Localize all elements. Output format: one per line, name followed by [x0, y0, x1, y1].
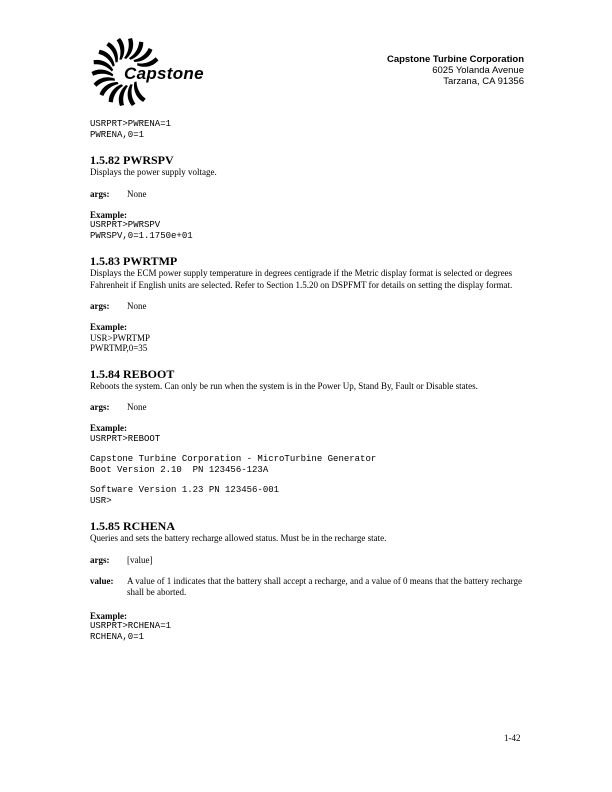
- args-row: [90, 189, 522, 200]
- example-label: Example:: [90, 322, 127, 332]
- section-heading-rchena: 1.5.85 RCHENA: [90, 519, 176, 533]
- example-line: USRPRT>RCHENA=1: [90, 621, 172, 631]
- example-line: RCHENA,0=1: [90, 631, 145, 642]
- address-line-1: 6025 Yolanda Avenue: [432, 65, 524, 76]
- args-value: None: [127, 301, 147, 311]
- logo-wordmark: Capstone: [124, 64, 204, 83]
- example-label: Example:: [90, 209, 127, 220]
- args-label: args:: [90, 301, 110, 311]
- section-heading-reboot: 1.5.84 REBOOT: [90, 366, 175, 381]
- section-description: Displays the power supply voltage.: [90, 167, 217, 177]
- args-row: [90, 301, 522, 312]
- args-row: [90, 402, 522, 413]
- output-line: Software Version 1.23 PN 123456-001: [90, 485, 280, 495]
- example-label: Example:: [90, 610, 127, 621]
- args-value: None: [127, 188, 147, 199]
- args-row: [90, 555, 522, 566]
- output-line: Capstone Turbine Corporation - MicroTurbine Generator: [90, 454, 377, 464]
- section-description: Reboots the system. Can only be run when the system is in the Power Up, Stand By, Fault or Disable states.: [90, 380, 478, 391]
- section-heading-pwrtmp: 1.5.83 PWRTMP: [90, 254, 178, 268]
- intro-code-line: USRPRT>PWRENA=1: [90, 119, 172, 129]
- section-heading-pwrspv: 1.5.82 PWRSPV: [90, 153, 174, 167]
- output-line: Boot Version 2.10 PN 123456-123A: [90, 464, 269, 475]
- output-line: USR>: [90, 495, 112, 506]
- example-line: PWRSPV,0=1.1750e+01: [90, 230, 193, 241]
- example-line: USRPRT>PWRSPV: [90, 220, 161, 230]
- args-label: args:: [90, 402, 110, 412]
- example-line: PWRTMP,0=35: [90, 343, 148, 353]
- section-description: Queries and sets the battery recharge allowed status. Must be in the recharge state.: [90, 533, 387, 543]
- company-name: Capstone Turbine Corporation: [386, 54, 524, 65]
- value-text: A value of 1 indicates that the battery shall accept a recharge, and a value of 0 means that the battery recharge shall be aborted.: [127, 575, 522, 597]
- example-label: Example:: [90, 423, 127, 433]
- document-body: [90, 119, 522, 642]
- page-number: 1-42: [504, 733, 521, 743]
- company-address-block: [387, 54, 524, 87]
- args-label: args:: [90, 188, 110, 199]
- section-description: Displays the ECM power supply temperature in degrees centigrade if the Metric display format is selected or degrees Fahrenheit if English units are selected. Refer to Section 1.5.20 on DSPFMT for details on setting the display format.: [90, 268, 513, 290]
- intro-code-line: PWRENA,0=1: [90, 129, 145, 140]
- value-row: [90, 576, 522, 598]
- args-value: None: [127, 402, 147, 412]
- example-line: USRPRT>REBOOT: [90, 433, 161, 444]
- example-line: USR>PWRTMP: [90, 332, 151, 343]
- args-label: args:: [90, 554, 110, 565]
- value-label: value:: [90, 575, 114, 586]
- args-value: [value]: [127, 554, 153, 565]
- address-line-2: Tarzana, CA 91356: [443, 76, 524, 87]
